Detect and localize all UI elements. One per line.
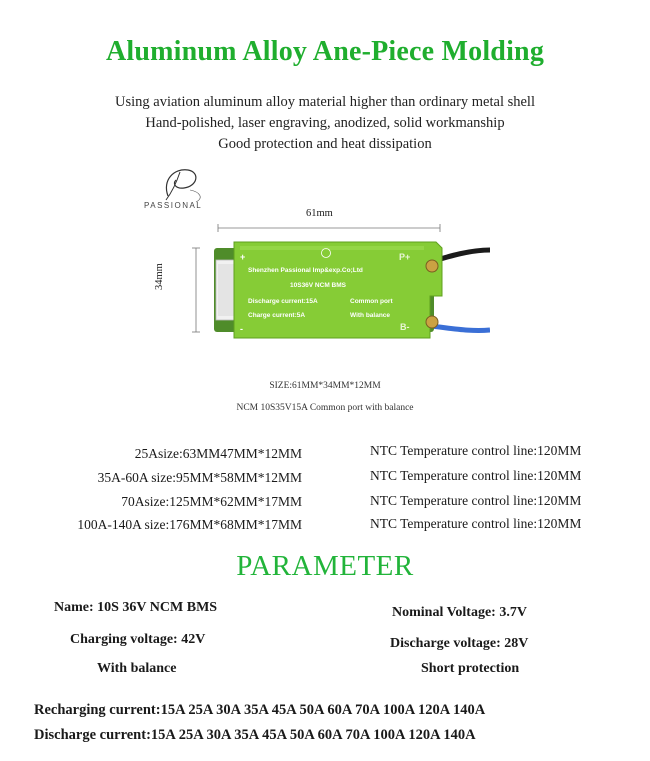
intro-line-2: Hand-polished, laser engraving, anodized, solid workmanship	[145, 115, 505, 131]
model-caption: NCM 10S35V15A Common port with balance	[236, 403, 414, 413]
discharge-current: Discharge current:15A 25A 30A 35A 45A 50A 60A 70A 100A 120A 140A	[34, 727, 476, 743]
intro-line-1: Using aviation aluminum alloy material higher than ordinary metal shell	[115, 94, 535, 110]
size-spec-3: 70Asize:125MM*62MM*17MM	[121, 494, 302, 509]
pcb-pos-label: P+	[399, 252, 411, 262]
pcb-neg-label: B-	[400, 322, 410, 332]
parameter-title: PARAMETER	[236, 550, 414, 582]
param-name: Name: 10S 36V NCM BMS	[54, 600, 218, 615]
intro-line-3: Good protection and heat dissipation	[218, 136, 432, 152]
brand-name: PASSIONAL	[144, 201, 203, 210]
pcb-discharge: Discharge current:15A	[248, 298, 318, 305]
size-spec-2: 35A-60A size:95MM*58MM*12MM	[97, 470, 302, 485]
ntc-line-1: NTC Temperature control line:120MM	[370, 443, 582, 458]
pcb-plus: +	[240, 252, 246, 262]
ntc-line-3: NTC Temperature control line:120MM	[370, 493, 582, 508]
param-short-protection: Short protection	[421, 661, 520, 676]
pcb-common-port: Common port	[350, 298, 393, 305]
recharging-current: Recharging current:15A 25A 30A 35A 45A 50A 60A 70A 100A 120A 140A	[34, 702, 486, 718]
ntc-line-2: NTC Temperature control line:120MM	[370, 468, 582, 483]
pcb-balance: With balance	[350, 312, 391, 319]
width-dimension-label: 61mm	[306, 208, 333, 219]
param-charging-voltage: Charging voltage: 42V	[70, 632, 206, 647]
param-balance: With balance	[97, 661, 177, 676]
height-dimension-label: 34mm	[154, 263, 165, 290]
pcb-company: Shenzhen Passional Imp&exp.Co;Ltd	[248, 267, 363, 274]
size-spec-1: 25Asize:63MM47MM*12MM	[134, 446, 302, 461]
size-caption: SIZE:61MM*34MM*12MM	[269, 381, 381, 391]
ntc-line-4: NTC Temperature control line:120MM	[370, 516, 582, 531]
param-nominal-voltage: Nominal Voltage: 3.7V	[392, 605, 527, 620]
size-spec-4: 100A-140A size:176MM*68MM*17MM	[77, 517, 302, 532]
param-discharge-voltage: Discharge voltage: 28V	[390, 636, 529, 651]
pcb-minus: -	[240, 324, 243, 334]
pcb-charge: Charge current:5A	[248, 312, 306, 319]
page-title: Aluminum Alloy Ane-Piece Molding	[105, 36, 545, 67]
pcb-model: 10S36V NCM BMS	[290, 282, 346, 289]
